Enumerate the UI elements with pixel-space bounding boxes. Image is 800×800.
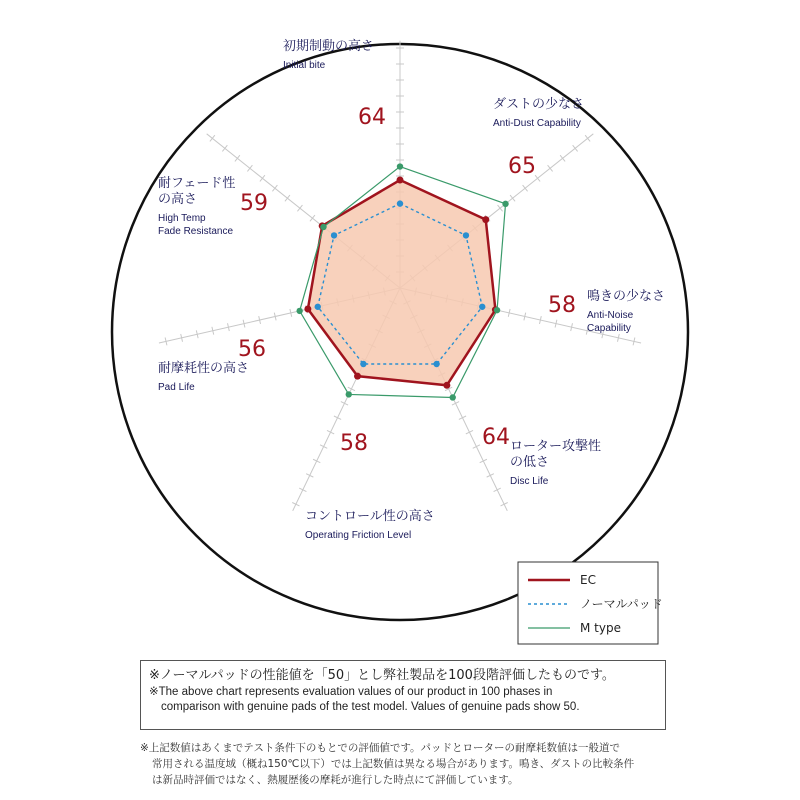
axis-label-jp: の高さ (158, 192, 198, 207)
legend-label-normal: ノーマルパッド (580, 597, 663, 611)
series-2-point (320, 224, 326, 230)
axis-tick (306, 474, 313, 477)
series-2-point (296, 308, 302, 314)
axis-tick (285, 195, 290, 201)
axis-tick (313, 459, 320, 462)
axis-label-en: Anti-Noise (587, 310, 634, 321)
series-0-polygon (308, 180, 496, 385)
value-label-ec: 58 (340, 431, 368, 456)
axis-tick (247, 165, 252, 171)
axis-label-jp: ローター攻撃性 (510, 439, 602, 454)
legend-label-mtype: M type (580, 621, 621, 635)
axis-label-en: Fade Resistance (158, 226, 234, 237)
series-2-point (397, 163, 403, 169)
axis-tick (292, 502, 299, 505)
axis-label-en: Anti-Dust Capability (493, 118, 581, 129)
series-1-point (433, 361, 439, 367)
axis-label-jp: 耐摩耗性の高さ (158, 361, 250, 376)
axis-label-en: Pad Life (158, 382, 195, 393)
footnote (140, 740, 700, 788)
axis-label-jp: 鳴きの少なさ (587, 289, 666, 304)
value-label-ec: 64 (482, 425, 510, 450)
value-label-ec: 65 (508, 154, 536, 179)
series-1-point (315, 304, 321, 310)
series-layer (296, 163, 508, 400)
series-2-point (502, 201, 508, 207)
axis-tick (310, 215, 315, 221)
axis-tick (348, 387, 355, 390)
axis-tick (341, 402, 348, 405)
note-en-line-2: comparison with genuine pads of the test model. Values of genuine pads show 50. (161, 701, 580, 713)
axis-tick (487, 474, 494, 477)
axis-tick (299, 488, 306, 491)
series-1-point (331, 232, 337, 238)
value-label-ec: 64 (358, 105, 386, 130)
axis-tick (494, 488, 501, 491)
legend-label-ec: EC (580, 573, 596, 587)
note-jp: ※ノーマルパッドの性能値を「50」とし弊社製品を100段階評価したものです。 (149, 668, 615, 683)
axis-tick (235, 155, 240, 161)
series-1-point (360, 361, 366, 367)
axis-tick (523, 185, 528, 191)
axis-label-en: High Temp (158, 213, 206, 224)
axis-tick (498, 205, 503, 211)
axis-tick (459, 416, 466, 419)
axis-label-jp: の低さ (510, 455, 550, 470)
series-0-point (397, 177, 404, 184)
series-0-point (304, 306, 311, 313)
series-2-point (450, 394, 456, 400)
axis-tick (510, 195, 515, 201)
series-0-point (354, 373, 361, 380)
axis-tick (548, 165, 553, 171)
note-en-line-1: ※The above chart represents evaluation values of our product in 100 phases in (149, 686, 553, 698)
axis-tick (222, 145, 227, 151)
axis-tick (260, 175, 265, 181)
axis-tick (466, 430, 473, 433)
series-1-point (397, 200, 403, 206)
axis-tick (585, 135, 590, 141)
footnote-line-1: ※上記数値はあくまでテスト条件下のもとでの評価値です。パッドとローターの耐摩耗数値は一般道で (140, 742, 621, 754)
series-0-point (482, 216, 489, 223)
axis-tick (473, 445, 480, 448)
legend (518, 562, 663, 644)
series-0-point (443, 382, 450, 389)
axis-label-en: Capability (587, 323, 631, 334)
axis-label-jp: ダストの少なさ (493, 97, 585, 112)
axis-label-jp: 初期制動の高さ (283, 39, 375, 54)
axis-tick (297, 205, 302, 211)
series-1-point (463, 232, 469, 238)
axis-tick (327, 430, 334, 433)
axis-tick (560, 155, 565, 161)
value-label-ec: 59 (240, 191, 268, 216)
axis-label-jp: 耐フェード性 (158, 176, 236, 191)
value-label-ec: 58 (548, 293, 576, 318)
axis-tick (480, 459, 487, 462)
series-2-point (494, 307, 500, 313)
note-box (140, 660, 666, 730)
footnote-line-3: は新品時評価ではなく、熱履歴後の摩耗が進行した時点にて評価しています。 (152, 774, 519, 786)
axis-tick (320, 445, 327, 448)
axis-tick (272, 185, 277, 191)
axis-tick (334, 416, 341, 419)
axis-label-en: Initial bite (283, 60, 326, 71)
series-2-point (346, 391, 352, 397)
axis-tick (501, 502, 508, 505)
axis-tick (210, 135, 215, 141)
axis-label-en: Disc Life (510, 476, 549, 487)
footnote-line-2: 常用される温度域（概ね150℃以下）では上記数値は異なる場合があります。鳴き、ダストの比較条件 (152, 758, 635, 770)
axis-label-en: Operating Friction Level (305, 530, 412, 541)
value-label-ec: 56 (238, 337, 266, 362)
axis-tick (452, 402, 459, 405)
series-1-point (479, 304, 485, 310)
axis-tick (573, 145, 578, 151)
axis-label-jp: コントロール性の高さ (305, 509, 435, 524)
